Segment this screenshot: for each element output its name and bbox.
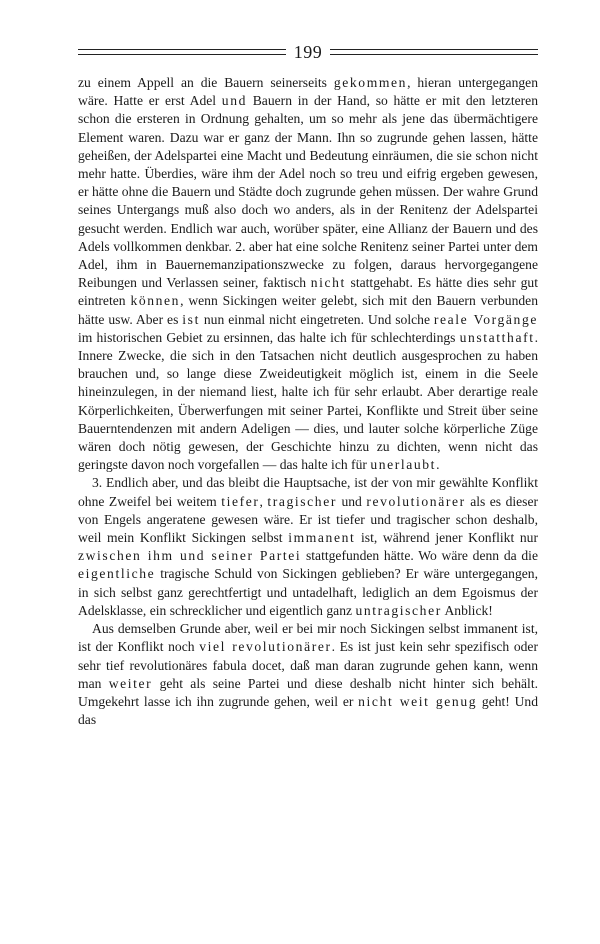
text-run: im historischen Gebiet zu ersinnen, das halte ich für schlechterdings [78, 329, 460, 345]
emphasized-text: weiter [108, 675, 153, 691]
text-run: , [259, 493, 268, 509]
emphasized-text: eigentliche [78, 566, 156, 582]
text-run: Anblick! [441, 602, 493, 618]
text-run: . [436, 457, 440, 473]
emphasized-text: unstatthaft [459, 329, 535, 345]
emphasized-text: unerlaubt [370, 457, 437, 473]
emphasized-text: zwischen ihm und seiner Partei [78, 548, 302, 564]
text-run: Aus demselben Grunde aber, weil er bei mir noch Sickingen selbst immanent ist, ist der Konflikt noch [78, 621, 538, 655]
emphasized-text: revolutionärer [366, 493, 466, 509]
emphasized-text: und [221, 93, 247, 109]
page-number: 199 [293, 42, 323, 62]
paragraph [78, 74, 538, 474]
body-text [78, 74, 538, 729]
page-header [78, 40, 538, 64]
text-run: . Innere Zwecke, die sich in den Tatsachen nicht deutlich ausgesprochen zu haben brauchen und, so lange diese Zweideutigkeit möglich ist, einem in die Seele hineinzulegen, in der niemand liest, halte ich für sehr erlaubt. Aber derartige reale Körperlichkeiten, Überwerfungen mit seiner Partei, Konflikte und Streit über seine Bauerntendenzen mit andern Adeligen — dies, und lauter solche körperliche Züge wären doch nötig gewesen, der Geschichte hinzu zu dichten, wenn nicht das geringste davon noch vorgefallen — das halte ich für [78, 329, 538, 473]
text-run: stattgehabt. Es hätte dies sehr gut eintreten [78, 275, 539, 309]
emphasized-text: gekommen [333, 75, 408, 90]
text-run: zu einem Appell an die Bauern seinerseits [78, 75, 334, 90]
text-run: und [336, 493, 367, 509]
text-run: 3. Endlich aber, und das bleibt die Hauptsache, ist der von mir gewählte Konflikt ohne Zweifel bei weitem [78, 475, 538, 509]
text-run: nun einmal nicht eingetreten. Und solche [199, 311, 434, 327]
emphasized-text: ist [182, 311, 200, 327]
paragraph [78, 620, 538, 729]
emphasized-text: untragischer [355, 602, 442, 618]
header-rule-left [78, 49, 286, 55]
text-run: Bauern in der Hand, so hätte er mit den letzteren schon die ersteren in Ordnung gehalten, um so mehr als jene das übermächtigere Element waren. Dazu war er ganz der Mann. Ihn so zugrunde gehen lassen, hätte geheißen, der Adelspartei eine Macht und Bedeutung einräumen, die sie schon nicht mehr hatte. Überdies, wäre ihm der Adel noch so treu und eifrig ergeben gewesen, er hätte ohne die Bauern und Städte doch zugrunde gehen müssen. Der wahre Grund seines Untergangs muß also doch wo anders, als in der Renitenz der Adelspartei gesucht werden. Endlich war auch, worüber später, eine Allianz der Bauern und des Adels vollkommen denkbar. 2. aber hat eine solche Renitenz seiner Partei unter dem Adel, ihm in Bauernemanzipationszwecke zu folgen, daraus hervorgegangene Reibungen und Verlassen seiner, faktisch [78, 93, 538, 291]
emphasized-text: nicht weit genug [358, 693, 478, 709]
text-run: , hieran untergegangen wäre. Hatte er erst Adel [78, 75, 538, 109]
text-run: stattgefunden hätte. Wo wäre denn da die [301, 548, 538, 564]
emphasized-text: nicht [310, 275, 346, 291]
paragraph [78, 474, 538, 620]
text-run: ist, während jener Konflikt nur [355, 530, 538, 546]
emphasized-text: immanent [288, 530, 356, 546]
text-run: als es dieser von Engels angeratene gewesen wäre. Er ist tiefer und tragischer schon deshalb, weil mein Konflikt Sickingen selbst [78, 493, 539, 546]
emphasized-text: viel revolutionärer [199, 639, 332, 655]
text-run: geht als seine Partei und diese deshalb nicht hinter sich behält. Umgekehrt lasse ich ihn zugrunde gehen, weil er [78, 675, 538, 709]
text-run: , wenn Sickingen weiter gelebt, sich mit den Bauern verbunden hätte usw. Aber es [78, 293, 539, 327]
text-run: . Es ist just kein sehr spezifisch oder sehr tief revolutionäres fabula docet, daß man daran zugrunde gehen kann, wenn man [78, 639, 538, 691]
header-rule-right [330, 49, 538, 55]
emphasized-text: tragischer [267, 493, 337, 509]
emphasized-text: tiefer [221, 493, 260, 509]
book-page [78, 40, 538, 729]
text-run: geht! Und das [78, 693, 539, 728]
text-run: tragische Schuld von Sickingen geblieben? Er wäre untergegangen, in sich selbst ganz gerechtfertigt und untadelhaft, lediglich an dem Egoismus der Adelsklasse, ein schrecklicher und eigentlich ganz [78, 566, 538, 618]
emphasized-text: können [130, 293, 181, 309]
emphasized-text: reale Vorgänge [433, 311, 538, 327]
